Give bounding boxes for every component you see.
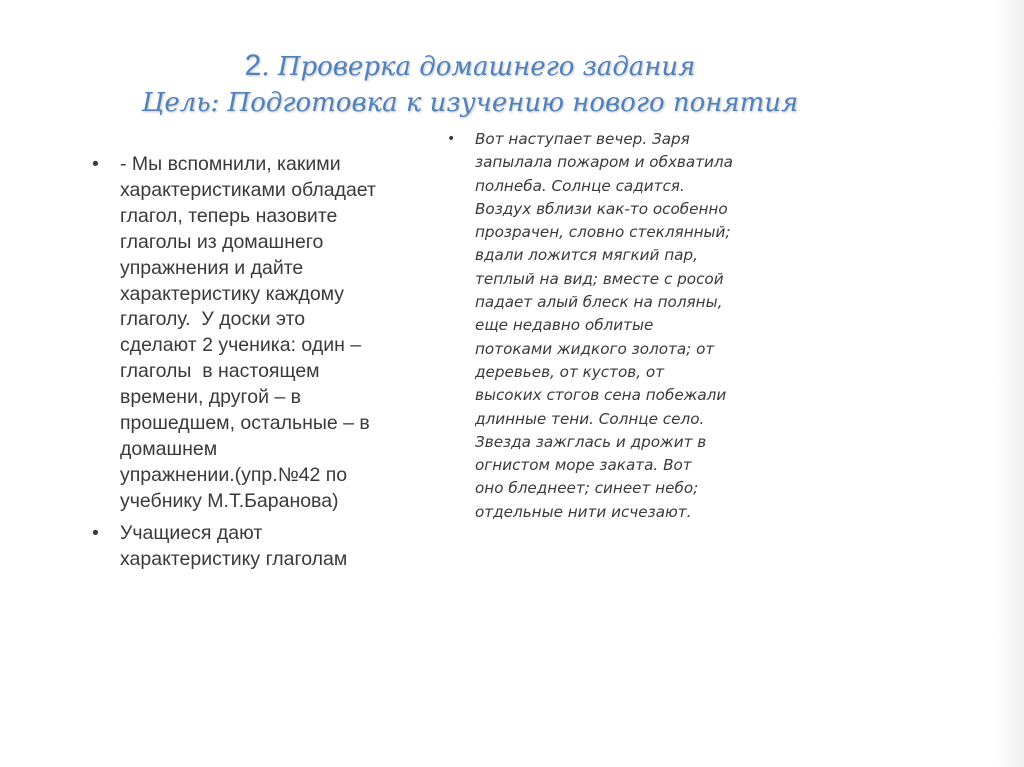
- slide-edge-shadow: [996, 0, 1024, 767]
- text-line: еще недавно облитые: [475, 316, 654, 335]
- text-line: глаголы из домашнего: [120, 230, 324, 253]
- text-line: падает алый блеск на поляны,: [475, 293, 723, 312]
- text-line: оно бледнеет; синеет небо;: [475, 479, 699, 498]
- text-line: • Учащиеся дают: [120, 521, 263, 544]
- text-line: сделают 2 ученика: один –: [120, 334, 362, 357]
- text-line: учебнику М.Т.Баранова): [120, 489, 339, 512]
- right-bullet-list: [447, 128, 787, 524]
- text-line: потоками жидкого золота; от: [475, 339, 715, 358]
- text-line: глаголы в настоящем: [120, 360, 320, 383]
- text-line: Звезда зажглась и дрожит в: [475, 432, 707, 451]
- text-line: отдельные нити исчезают.: [475, 502, 692, 521]
- left-bullet-list: [92, 152, 422, 579]
- title-line-1: [120, 48, 820, 85]
- text-line: Воздух вблизи как-то особенно: [475, 199, 728, 218]
- text-line: огнистом море заката. Вот: [475, 456, 692, 475]
- text-line: теплый на вид; вместе с росой: [475, 269, 724, 288]
- text-line: запылала пожаром и обхватила: [475, 153, 733, 172]
- text-line: времени, другой – в: [120, 386, 302, 409]
- title-number: 2: [244, 49, 262, 82]
- right-bullet-item: [447, 128, 787, 524]
- text-line: упражнения и дайте: [120, 256, 304, 279]
- text-line: глагол, теперь назовите: [120, 204, 338, 227]
- left-bullet-item: [92, 521, 422, 573]
- slide-title: [120, 48, 820, 121]
- text-line: глаголу. У доски это: [120, 308, 306, 331]
- text-line: прошедшем, остальные – в: [120, 412, 370, 435]
- title-line-2: Цель: Подготовка к изучению нового понятия: [141, 88, 799, 118]
- text-line: деревьев, от кустов, от: [475, 362, 665, 381]
- text-line: длинные тени. Солнце село.: [475, 409, 705, 428]
- text-line: полнеба. Солнце садится.: [475, 176, 685, 195]
- text-line: характеристиками обладает: [120, 178, 376, 201]
- text-line: • Вот наступает вечер. Заря: [475, 130, 690, 148]
- text-line: упражнении.(упр.№42 по: [120, 463, 348, 486]
- title-line-1-text: . Проверка домашнего задания: [261, 52, 696, 82]
- text-line: • - Мы вспомнили, какими: [120, 153, 341, 175]
- text-line: вдали ложится мягкий пар,: [475, 246, 698, 265]
- text-line: характеристику каждому: [120, 282, 345, 305]
- left-bullet-item: [92, 152, 422, 515]
- text-line: характеристику глаголам: [120, 547, 348, 570]
- text-line: высоких стогов сена побежали: [475, 386, 727, 405]
- text-line: прозрачен, словно стеклянный;: [475, 223, 731, 242]
- text-line: домашнем: [120, 437, 218, 460]
